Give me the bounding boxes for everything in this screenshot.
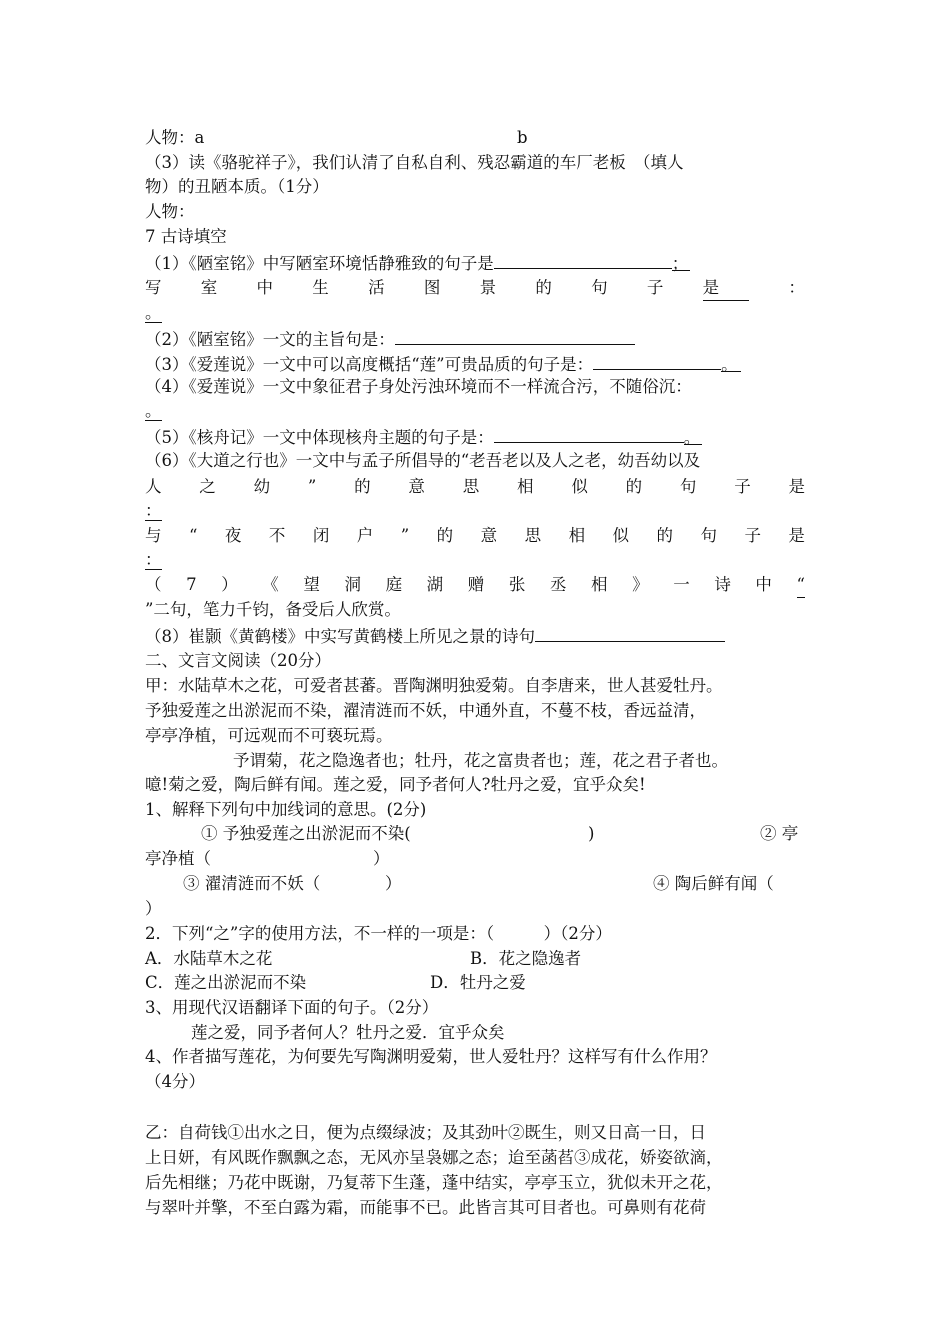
passage-a-line: 亭亭净植，可远观而不可亵玩焉。 — [145, 726, 393, 745]
passage-b-line: 后先相继；乃花中既谢，乃复蒂下生蓬，蓬中结实，亭亭玉立，犹似未开之花， — [145, 1173, 723, 1192]
document-page: 人物：a b （3）读《骆驼祥子》，我们认清了自私自利、残忍霸道的车厂老板 （填人 物）的丑陋本质。（1分） 人物： 7 古诗填空 （1）《陋室铭》中写陋室环境恬静雅致的句子是 ； 写 室 中 生 活 图 景 的 句 子 是 ： 。 （2）《陋室铭》一文的主旨句是： （3）《爱莲说》一文中可以高度概括“莲”可贵品质的句子是： 。 （4）《爱莲说》一文中象征君子身处污浊环境而不一样流合污，不随俗沉： 。 （5）《核舟记》一文中体现核舟主题的句子是： 。 （6）《大道之行也》一文中与孟子所倡导的“老吾老以及人之老，幼吾幼以及 人 之 幼 ” 的 意 思 相 似 的 句 子 是 ： 与 “ 夜 不 闭 户 ” 的 意 思 相 似 的 句 子 是 ： （ 7 ） 《 望 洞 庭 湖 赠 张 丞 相 》 一 诗 中 “ ”二句，笔力千钧，备受后人欣赏。 （8）崔颢《黄鹤楼》中实写黄鹤楼上所见之景的诗句 二、文言文阅读（20分） 甲：水陆草木之花，可爱者甚蕃。晋陶渊明独爱菊。自李唐来，世人甚爱牡丹。 予独爱莲之出淤泥而不染，濯清涟而不妖，中通外直，不蔓不枝，香远益清， 亭亭净植，可远观而不可亵玩焉。 予谓菊，花之隐逸者也；牡丹，花之富贵者也；莲，花之君子者也。 噫!菊之爱，陶后鲜有闻。莲之爱，同予者何人?牡丹之爱，宜乎众矣! 1、解释下列句中加线词的意思。(2分) ① 予独爱莲之出淤泥而不染( ) ② 亭 亭净植（ ） ③ 濯清涟而不妖（ ） ④ 陶后鲜有闻（ ） 2．下列“之”字的使用方法，不一样的一项是：（ ）（2分） A．水陆草木之花 B．花之隐逸者 C．莲之出淤泥而不染 D．牡丹之爱 3、用现代汉语翻译下面的句子。（2分） 莲之爱，同予者何人？牡丹之爱．宜乎众矣 4、作者描写莲花，为何要先写陶渊明爱菊，世人爱牡丹？这样写有什么作用？ （4分） 乙：自荷钱①出水之日，便为点缀绿波；及其劲叶②既生，则又日高一日，日 上日妍，有风既作飘飘之态，无风亦呈袅娜之态；迨至菡萏③成花，娇姿欲滴， 后先相继；乃花中既谢，乃复蒂下生蓬，蓬中结实，亭亭玉立，犹似未开之花， 与翠叶并擎，不至白露为霜，而能事不已。此皆言其可目者也。可鼻则有花荷 — [0, 0, 950, 1344]
answer-blank[interactable] — [535, 623, 725, 642]
label-b: b — [517, 128, 528, 147]
exercise-1-items-cont: 亭净植（ ） — [145, 849, 390, 868]
passage-b-line: 乙：自荷钱①出水之日，便为点缀绿波；及其劲叶②既生，则又日高一日，日 — [145, 1123, 706, 1142]
exercise-1: 1、解释下列句中加线词的意思。(2分) — [145, 800, 427, 819]
question-6-part2: 与 “ 夜 不 闭 户 ” 的 意 思 相 似 的 句 子 是 — [145, 526, 805, 545]
exercise-2: 2．下列“之”字的使用方法，不一样的一项是：（ ）（2分） — [145, 924, 612, 943]
exercise-2-options-ab: A．水陆草木之花 B．花之隐逸者 — [145, 949, 582, 968]
answer-blank[interactable] — [395, 326, 635, 345]
passage-a-line: 予谓菊，花之隐逸者也；牡丹，花之富贵者也；莲，花之君子者也。 — [233, 751, 728, 770]
exercise-3: 3、用现代汉语翻译下面的句子。（2分） — [145, 998, 439, 1017]
exercise-4: 4、作者描写莲花，为何要先写陶渊明爱菊，世人爱牡丹？这样写有什么作用？ — [145, 1047, 717, 1066]
answer-blank[interactable] — [593, 351, 721, 370]
question-7-cont: ”二句，笔力千钧，备受后人欣赏。 — [145, 600, 401, 619]
question-2: （2）《陋室铭》一文的主旨句是： — [145, 326, 635, 352]
line-period: 。 — [145, 303, 162, 322]
line-characters-ab — [145, 126, 528, 150]
line-character: 人物： — [145, 202, 195, 221]
question-6: （6）《大道之行也》一文中与孟子所倡导的“老吾老以及人之老，幼吾幼以及 — [145, 451, 701, 470]
section-title-classical: 二、文言文阅读（20分） — [145, 651, 331, 670]
question-1: （1）《陋室铭》中写陋室环境恬静雅致的句子是 ； — [145, 250, 690, 276]
section-title-poetry: 7 古诗填空 — [145, 227, 227, 246]
question-camel-xiangzi: （3）读《骆驼祥子》，我们认清了自私自利、残忍霸道的车厂老板 （填人 — [145, 153, 684, 172]
question-1-cont: 写 室 中 生 活 图 景 的 句 子 是 ： — [145, 276, 805, 301]
exercise-2-options-cd: C．莲之出淤泥而不染 D．牡丹之爱 — [145, 973, 526, 992]
answer-blank[interactable] — [494, 424, 684, 443]
passage-a-line: 予独爱莲之出淤泥而不染，濯清涟而不妖，中通外直，不蔓不枝，香远益清， — [145, 701, 706, 720]
passage-a-line: 甲：水陆草木之花，可爱者甚蕃。晋陶渊明独爱菊。自李唐来，世人甚爱牡丹。 — [145, 676, 723, 695]
question-6-cont: 人 之 幼 ” 的 意 思 相 似 的 句 子 是 — [145, 477, 805, 496]
line-colon: ： — [145, 501, 162, 520]
question-camel-xiangzi-cont: 物）的丑陋本质。（1分） — [145, 177, 329, 196]
exercise-1-close: ） — [145, 899, 162, 918]
line-period: 。 — [145, 401, 162, 420]
question-3: （3）《爱莲说》一文中可以高度概括“莲”可贵品质的句子是： 。 — [145, 351, 741, 377]
question-4: （4）《爱莲说》一文中象征君子身处污浊环境而不一样流合污，不随俗沉： — [145, 377, 692, 396]
passage-a-line: 噫!菊之爱，陶后鲜有闻。莲之爱，同予者何人?牡丹之爱，宜乎众矣! — [145, 775, 646, 794]
exercise-4-points: （4分） — [145, 1072, 205, 1091]
passage-b-line: 上日妍，有风既作飘飘之态，无风亦呈袅娜之态；迨至菡萏③成花，娇姿欲滴， — [145, 1148, 723, 1167]
label-a: 人物：a — [145, 128, 205, 147]
exercise-3-sentence: 莲之爱，同予者何人？牡丹之爱．宜乎众矣 — [191, 1023, 505, 1042]
answer-blank[interactable] — [494, 250, 672, 269]
question-8: （8）崔颢《黄鹤楼》中实写黄鹤楼上所见之景的诗句 — [145, 623, 725, 649]
question-7: （ 7 ） 《 望 洞 庭 湖 赠 张 丞 相 》 一 诗 中 “ — [145, 573, 805, 598]
passage-b-line: 与翠叶并擎，不至白露为霜，而能事不已。此皆言其可目者也。可鼻则有花荷 — [145, 1198, 706, 1217]
question-5: （5）《核舟记》一文中体现核舟主题的句子是： 。 — [145, 424, 702, 450]
line-colon: ： — [145, 550, 162, 569]
